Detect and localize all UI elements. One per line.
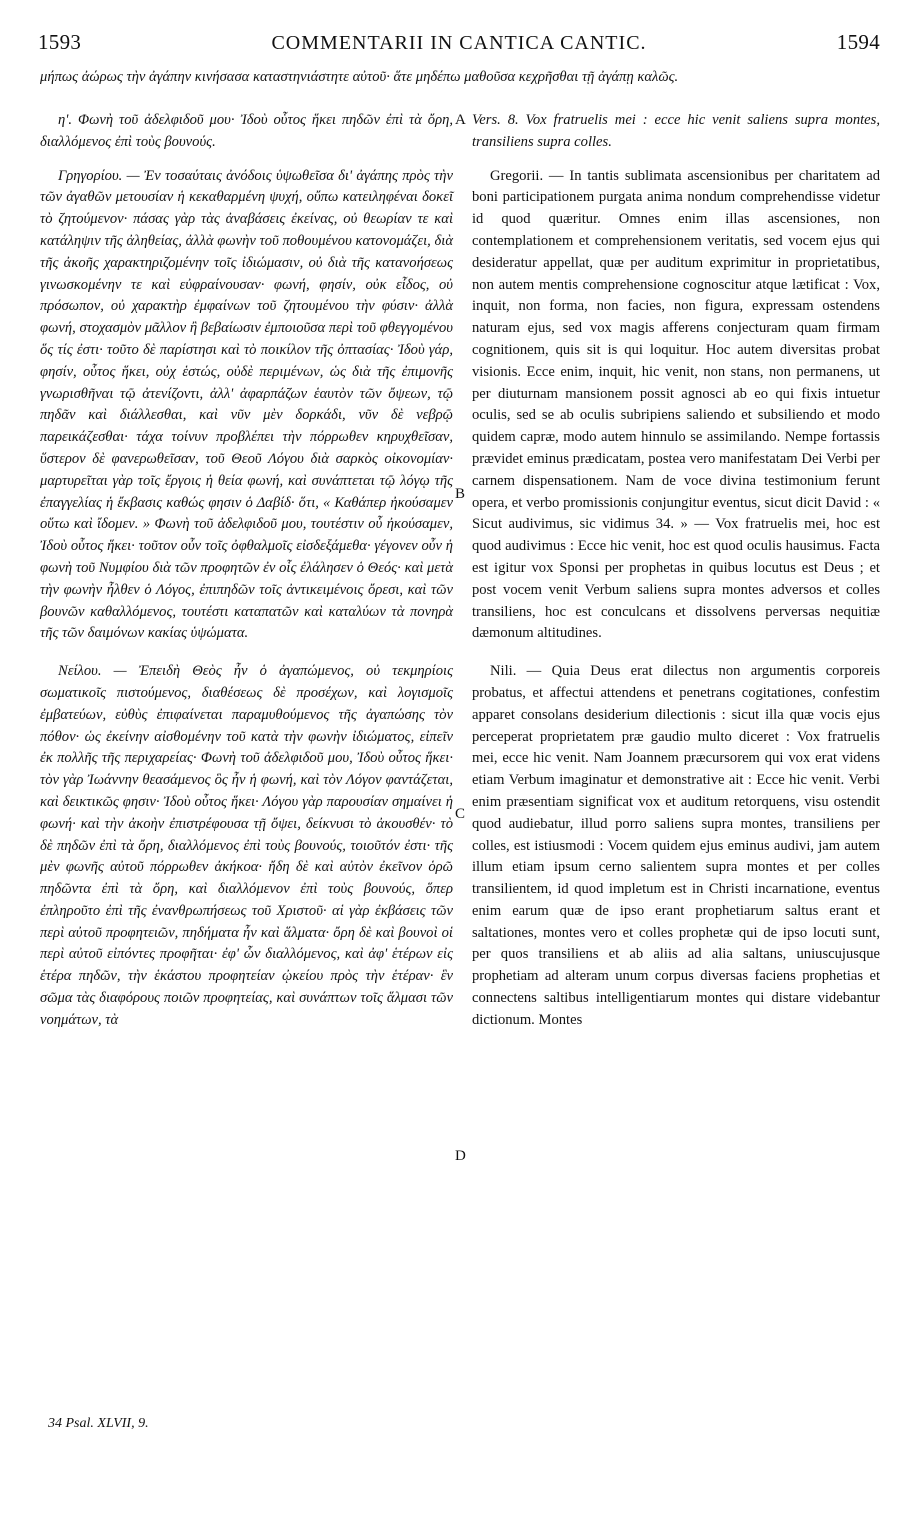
footnote: 34 Psal. XLVII, 9. [48,1416,149,1431]
margin-letter-c: C [455,806,466,822]
greek-nilus-paragraph: Νείλου. — Ἐπειδὴ Θεὸς ἦν ὁ ἀγαπώμενος, οὐ τεκμηρίοις σωματικοῖς πιστούμενος, διαθέσεως δὲ προσέχων, καὶ λογισμοῖς ἐμβατεύων, εὐθὺς ἐπιφαίνεται παραμυθούμενος τῆς ἀγαπώσης τὸν πόθον· ὡς ἐκείνην αἰσθομένην τοῦ κατὰ τὴν φωνὴν ἰδιώματος, εἰπεῖν ἐκ πολλῆς τῆς περιχαρείας· Φωνὴ τοῦ ἀδελφιδοῦ μου, Ἰδοὺ οὗτος ἥκει· τὸν γὰρ Ἰωάννην θεασάμενος ὃς ἦν ἡ φωνή, καὶ τὸν Λόγον φαντάζεται, καὶ δεικτικῶς φησιν· Ἰδοὺ οὗτος ἥκει· Λόγου γὰρ παρουσίαν σημαίνει ἡ φωνή· καὶ τὴν ἀκοὴν ἐπιστρέφουσα τῇ ὄψει, δείκνυσι τὸ ἀκουσθέν· τὸ δὲ πηδῶν ἐπὶ τὰ ὄρη, διαλλόμενος ἐπὶ τοὺς βουνούς, τοιοῦτόν ἐστι· τῆς μὲν φωνῆς αὐτοῦ πόρρωθεν ἀκήκοα· ἤδη δὲ καὶ αὐτὸν ἐκεῖνον ὁρῶ πηδῶντα ἐπὶ τὰ ὄρη, καὶ διαλλόμενον ἐπὶ τοὺς βουνούς, ὅπερ ἐπληροῦτο ἐπὶ τῆς ἐνανθρωπήσεως τοῦ Χριστοῦ· αἱ γὰρ ἐκβάσεις τῶν περὶ αὐτοῦ προφητειῶν, πηδήματα ἦν καὶ ἅλματα· ὄρη δὲ καὶ βουνοὶ οἱ περὶ αὐτοῦ εἰπόντες προφῆται· ἐφ' ὧν διαλλόμενος, καὶ ἀφ' ἑτέρων εἰς ἑτέρα πηδῶν, τὴν ἑκάστου προφητείαν ᾠκείου πρὸς τὴν ἑτέραν· ἓν σῶμα τὰς διαφόρους ποιῶν προφητείας, καὶ συνάπτων τοῖς ἅλμασι τῶν νοημάτων, τὰ [40,663,453,1028]
greek-column [40,110,453,1032]
margin-letter-b: B [455,486,466,502]
latin-column [472,110,880,1032]
margin-letter-d: D [455,1148,466,1164]
running-header [38,30,880,60]
margin-letter-a: A [455,112,466,128]
carryover-greek-line: μήπως ἀώρως τὴν ἀγάπην κινήσασα καταστηνιάστητε αὐτοῦ· ἅτε μηδέπω μαθοῦσα κεχρῆσθαι τῇ ἀγάπῃ καλῶς. [40,69,679,85]
running-title: COMMENTARII IN CANTICA CANTIC. [271,32,647,54]
left-page-number: 1593 [38,30,82,54]
latin-nilus-paragraph: Nili. — Quia Deus erat dilectus non argumentis corporeis probatus, et affectui attendens et penetrans cogitationes, confestim apparet consolans desiderium dilectionis : sicut illa quæ vocis ejus perceperat proprietatem præ gaudio multo diceret : Vox fratruelis mei, ecce hic venit. Nam Joannem præcursorem qui vox erat videns etiam Verbum imaginatur et demonstrative ait : Ecce hic venit. Verbi enim præsentiam significat vox et auditum retorquens, visu ostendit quod audiebatur, illud porro saliens supra montes, transiliens per colles, est istiusmodi : Vocem quidem ejus eminus audivi, jam autem illum etiam ipsum cerno salientem supra montes et per colles transilientem, id quod impletum est in Christi incarnatione, eventus enim earum quæ de ipso erant prophetiarum saltus erant et saltationes, montes vero et colles prophetæ qui de ipso locuti sunt, per quos transiliens et ab aliis ad alia saltans, uniuscujusque prophetiam ad alteram unum corpus diversas faciens prophetias et connectens saltibus intelligentiarum montes qui distare videbantur dictionum. Montes [472,663,880,1028]
latin-verse: Vers. 8. Vox fratruelis mei : ecce hic venit saliens supra montes, transiliens supra colles. [472,112,880,150]
greek-verse: η'. Φωνὴ τοῦ ἀδελφιδοῦ μου· Ἰδοὺ οὗτος ἥκει πηδῶν ἐπὶ τὰ ὄρη, διαλλόμενος ἐπὶ τοὺς βουνούς. [40,112,453,150]
right-page-number: 1594 [836,30,880,54]
greek-gregory-paragraph: Γρηγορίου. — Ἐν τοσαύταις ἀνόδοις ὑψωθεῖσα δι' ἀγάπης πρὸς τὴν τῶν ἀγαθῶν μετουσίαν ἡ κεκαθαρμένη ψυχή, οὔπω κατειληφέναι δοκεῖ τὸ ζητούμενον· πάσας γὰρ τὰς ἀναβάσεις ἐκείνας, οὐ θεωρίαν τε καὶ κατάληψιν τῆς ἀληθείας, ἀλλὰ φωνὴν τοῦ ποθουμένου κατονομάζει, διὰ τῆς ἀκοῆς χαρακτηριζομένην τοῖς ἰδιώμασιν, οὐ διὰ τῆς κατανοήσεως γινωσκομένην τε καὶ εὐφραίνουσαν· φωνή, φησίν, οὐκ εἶδος, οὐ πρόσωπον, οὐ χαρακτὴρ ἐμφαίνων τοῦ ζητουμένου τὴν φύσιν· ἀλλὰ φωνή, στοχασμὸν μᾶλλον ἢ βεβαίωσιν ἐμποιοῦσα περὶ τοῦ φθεγγομένου ὅς τίς ἐστι· τοῦτο δὲ παρίστησι καὶ τὸ ποικίλον τῆς ὀπτασίας· Ἰδοὺ γάρ, φησίν, οὗτος ἥκει, οὐχ ἑστώς, οὐδὲ περιμένων, ὡς διὰ τῆς ἐπιμονῆς γνωρισθῆναι τῷ ἀτενίζοντι, ἀλλ' ἀφαρπάζων ἑαυτὸν τῶν ὄψεων, τῷ πηδᾶν καὶ διάλλεσθαι, καὶ νῦν μὲν δορκάδι, νῦν δὲ νεβρῷ παρεικάζεσθαι· τάχα τοίνυν προβλέπει τὴν πόρρωθεν κηρυχθεῖσαν, ὕστερον δὲ φανερωθεῖσαν, τοῦ Θεοῦ Λόγου διὰ σαρκὸς οἰκονομίαν· μαρτυρεῖται γὰρ τοῖς ἔργοις ἡ θεία φωνή, καὶ συνάπτεται τῷ λόγῳ τῆς ἐπαγγελίας ἡ ἔκβασις καθώς φησιν ὁ Δαβίδ· ὅτι, « Καθάπερ ἠκούσαμεν οὕτω καὶ ἴδομεν. » Φωνὴ τοῦ ἀδελφιδοῦ μου, τουτέστιν οὗ ἠκούσαμεν, Ἰδοὺ οὗτος ἥκει· τοῦτον οὖν τοῖς ὀφθαλμοῖς εἰσδεξάμεθα· γέγονεν οὖν ἡ φωνὴ τοῦ Νυμφίου διὰ τῶν προφητῶν ἐν οἷς ἐλάλησεν ὁ Θεός· καὶ μετὰ τὴν φωνὴν ἦλθεν ὁ Λόγος, ἐπιπηδῶν τοῖς ἀντικειμένοις ὄρεσι, καὶ τῶν βουνῶν καθαλλόμενος, τουτέστι καταπατῶν καὶ καταλύων τὰ πονηρὰ τῆς τῶν δαιμόνων κακίας ὑψώματα. [40,167,453,642]
latin-gregory-paragraph: Gregorii. — In tantis sublimata ascensionibus per charitatem ad boni participationem purgata anima nondum comprehendisse videtur id quod quæritur. Omnes enim illas ascensiones, non contemplationem et comprehensionem veritatis, sed vocem ejus qui desideratur appellat, quæ per auditum exprimitur in proprietatibus, non autem mentis comprehensione cognoscitur atque lætificat : Vox, inquit, non forma, non facies, non figura, expressam ostendens naturam ejus, sed vox magis afferens conjecturam quam firmam cognitionem, quis sit is qui loquitur. Hoc autem diversitas probat visionis. Ecce enim, inquit, hic venit, non stans, non permanens, ut per diuturnam mansionem possit agnosci ab eo qui fixis intuetur oculis, sed se ab oculis subripiens saliendo et subsiliendo et modo quidem capræ, modo autem hinnulo se assimilando. Nempe fortassis prævidet eminus prædicatam, postea vero manifestatam Dei Verbi per carnem dispensationem. Nam de voce divina testimonium ferunt opera, et verbo promissionis conjungitur eventus, sicut dicit David : « Sicut audivimus, sic vidimus 34. » — Vox fratruelis mei, hoc est quod audivimus : Ecce hic venit, hoc est quod oculis hausimus. Facta est igitur vox Sponsi per prophetas in quibus locutus est Deus ; et post vocem venit Verbum saliens supra montes adversos et colles transiliens, hoc est conculcans et dissolvens perversas nequitiæ dæmonum altitudines. [472,167,880,642]
